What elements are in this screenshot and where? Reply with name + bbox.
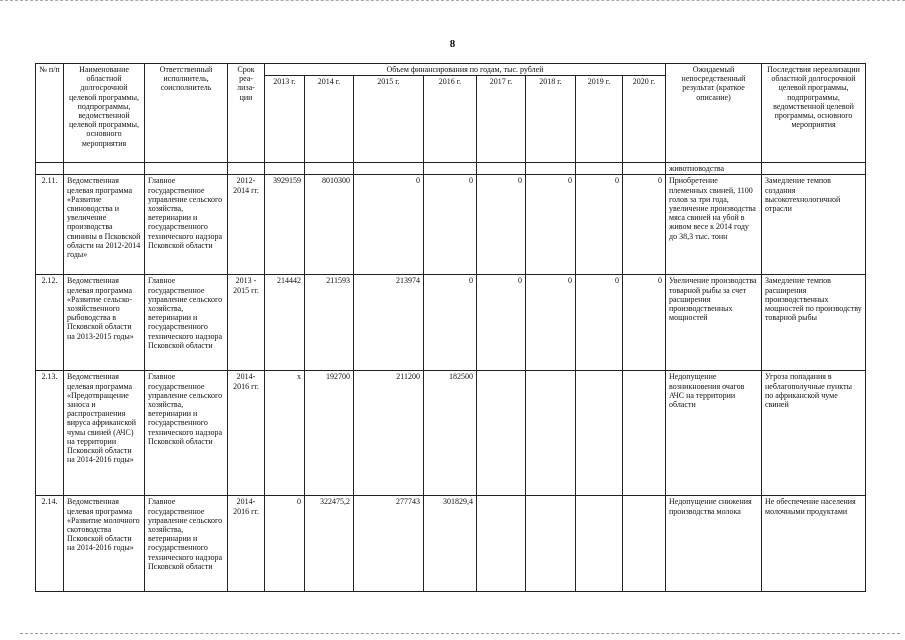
funding-value: 182500 bbox=[424, 371, 477, 496]
header-num: № п/п bbox=[36, 64, 64, 163]
non-implementation-consequences: Замедление темпов расширения производственных мощностей по производству товарной рыбы bbox=[762, 275, 866, 371]
implementation-term: 2014-2016 гг. bbox=[228, 496, 265, 592]
header-year: 2019 г. bbox=[576, 76, 623, 163]
responsible-executor: Главное государственное управление сельского хозяйства, ветеринарии и государственного технического надзора Псковской области bbox=[145, 175, 228, 275]
funding-value bbox=[477, 371, 526, 496]
funding-value: 0 bbox=[265, 496, 305, 592]
row-number: 2.14. bbox=[36, 496, 64, 592]
funding-value: х bbox=[265, 371, 305, 496]
funding-value: 0 bbox=[424, 175, 477, 275]
funding-value: 277743 bbox=[354, 496, 424, 592]
funding-value: 0 bbox=[354, 175, 424, 275]
continuation-text: животноводства bbox=[666, 163, 762, 175]
funding-value: 214442 bbox=[265, 275, 305, 371]
program-table bbox=[35, 63, 866, 592]
table-row bbox=[36, 371, 866, 496]
funding-value: 0 bbox=[576, 275, 623, 371]
funding-value: 213974 bbox=[354, 275, 424, 371]
funding-value bbox=[526, 496, 576, 592]
bottom-scan-edge bbox=[20, 633, 900, 634]
program-name: Ведомственная целевая программа «Развитие сельско-хозяйственного рыбоводства в Псковской области на 2013-2015 годы» bbox=[64, 275, 145, 371]
header-responsible: Ответственный исполнитель, соисполнитель bbox=[145, 64, 228, 163]
header-term: Срок реа-лиза-ции bbox=[228, 64, 265, 163]
funding-value bbox=[623, 496, 666, 592]
expected-result: Недопущение снижения производства молока bbox=[666, 496, 762, 592]
program-name: Ведомственная целевая программа «Развитие молочного скотоводства Псковской области на 2014-2016 годы» bbox=[64, 496, 145, 592]
row-number: 2.11. bbox=[36, 175, 64, 275]
funding-value bbox=[576, 496, 623, 592]
row-number: 2.13. bbox=[36, 371, 64, 496]
expected-result: Увеличение производства товарной рыбы за счет расширения производственных мощностей bbox=[666, 275, 762, 371]
funding-value: 322475,2 bbox=[305, 496, 354, 592]
header-year: 2017 г. bbox=[477, 76, 526, 163]
header-consequences: Последствия нереализации областной долгосрочной целевой программы, подпрограммы, ведомственной целевой программы, основного мероприятия bbox=[762, 64, 866, 163]
header-year: 2018 г. bbox=[526, 76, 576, 163]
non-implementation-consequences: Не обеспечение населения молочными продуктами bbox=[762, 496, 866, 592]
header-year: 2020 г. bbox=[623, 76, 666, 163]
funding-value: 192700 bbox=[305, 371, 354, 496]
funding-value: 211200 bbox=[354, 371, 424, 496]
non-implementation-consequences: Замедление темпов создания высокотехнологичной отрасли bbox=[762, 175, 866, 275]
top-scan-edge bbox=[0, 0, 905, 1]
funding-value: 0 bbox=[477, 275, 526, 371]
header-year: 2015 г. bbox=[354, 76, 424, 163]
header-year: 2013 г. bbox=[265, 76, 305, 163]
table-row bbox=[36, 496, 866, 592]
table-row bbox=[36, 175, 866, 275]
funding-value: 0 bbox=[576, 175, 623, 275]
funding-value: 211593 bbox=[305, 275, 354, 371]
table-row bbox=[36, 275, 866, 371]
funding-value bbox=[576, 371, 623, 496]
responsible-executor: Главное государственное управление сельского хозяйства, ветеринарии и государственного технического надзора Псковской области bbox=[145, 496, 228, 592]
header-name: Наименование областной долгосрочной целевой программы, подпрограммы, ведомственной целевой программы, основного мероприятия bbox=[64, 64, 145, 163]
funding-value: 0 bbox=[477, 175, 526, 275]
non-implementation-consequences: Угроза попадания в неблагополучные пункты по африканской чуме свиней bbox=[762, 371, 866, 496]
implementation-term: 2014-2016 гг. bbox=[228, 371, 265, 496]
header-year: 2014 г. bbox=[305, 76, 354, 163]
funding-value: 0 bbox=[424, 275, 477, 371]
funding-value bbox=[477, 496, 526, 592]
responsible-executor: Главное государственное управление сельского хозяйства, ветеринарии и государственного технического надзора Псковской области bbox=[145, 275, 228, 371]
responsible-executor: Главное государственное управление сельского хозяйства, ветеринарии и государственного технического надзора Псковской области bbox=[145, 371, 228, 496]
header-funding: Объем финансирования по годам, тыс. рублей bbox=[265, 64, 666, 76]
page-number: 8 bbox=[449, 38, 456, 50]
funding-value: 0 bbox=[623, 175, 666, 275]
expected-result: Приобретение племенных свиней, 1100 голов за три года, увеличение производства мяса свиней на убой в живом весе к 2014 году до 38,3 тыс. тонн bbox=[666, 175, 762, 275]
expected-result: Недопущение возникновения очагов АЧС на территории области bbox=[666, 371, 762, 496]
header-row-1 bbox=[36, 64, 866, 76]
header-year: 2016 г. bbox=[424, 76, 477, 163]
funding-value: 301829,4 bbox=[424, 496, 477, 592]
funding-value: 0 bbox=[526, 275, 576, 371]
implementation-term: 2013 - 2015 гг. bbox=[228, 275, 265, 371]
continuation-row bbox=[36, 163, 866, 175]
funding-value bbox=[623, 371, 666, 496]
funding-value: 3929159 bbox=[265, 175, 305, 275]
header-expected: Ожидаемый непосредственный результат (краткое описание) bbox=[666, 64, 762, 163]
implementation-term: 2012-2014 гг. bbox=[228, 175, 265, 275]
funding-value: 0 bbox=[526, 175, 576, 275]
program-name: Ведомственная целевая программа «Развитие свиноводства и увеличение производства свинины в Псковской области на 2012-2014 годы» bbox=[64, 175, 145, 275]
funding-value: 8010300 bbox=[305, 175, 354, 275]
funding-value bbox=[526, 371, 576, 496]
funding-value: 0 bbox=[623, 275, 666, 371]
program-name: Ведомственная целевая программа «Предотвращение заноса и распространения вируса африканской чумы свиней (АЧС) на территории Псковской области на 2014-2016 годы» bbox=[64, 371, 145, 496]
row-number: 2.12. bbox=[36, 275, 64, 371]
